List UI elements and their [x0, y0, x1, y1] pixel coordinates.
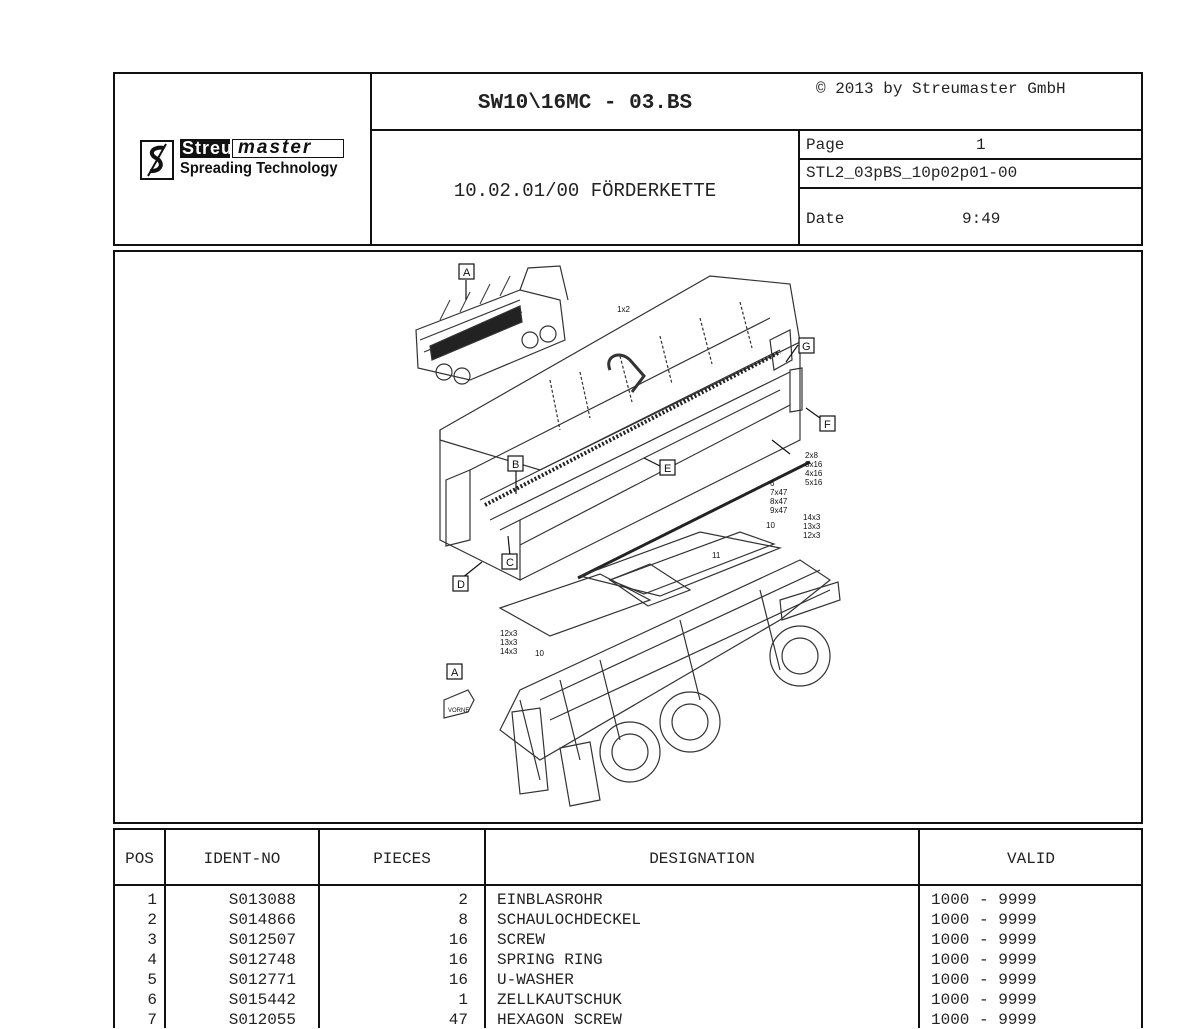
row-valid: 1000 - 9999 [931, 891, 1037, 909]
svg-text:14x3: 14x3 [803, 513, 821, 522]
header-rule [113, 884, 1143, 886]
svg-text:G: G [802, 341, 811, 353]
row-pos: 6 [147, 991, 157, 1009]
divider [798, 187, 1143, 189]
row-designation: EINBLASROHR [497, 891, 603, 909]
row-pos: 4 [147, 951, 157, 969]
svg-text:12x3: 12x3 [803, 531, 821, 540]
row-designation: SCHAULOCHDECKEL [497, 911, 642, 929]
copyright: © 2013 by Streumaster GmbH [816, 80, 1066, 98]
svg-text:1x2: 1x2 [617, 305, 630, 314]
logo-brand-right: master [238, 137, 313, 158]
row-pieces: 2 [458, 891, 468, 909]
row-pieces: 16 [448, 951, 468, 969]
sealing-strip [578, 462, 810, 594]
row-valid: 1000 - 9999 [931, 911, 1037, 929]
row-ident: S013088 [228, 891, 296, 909]
row-ident: S015442 [228, 991, 296, 1009]
row-ident: S012748 [228, 951, 296, 969]
page-label: Page [806, 136, 845, 154]
svg-text:11: 11 [712, 551, 721, 560]
logo-tagline: Spreading Technology [180, 160, 338, 177]
divider [370, 129, 1143, 131]
row-valid: 1000 - 9999 [931, 1011, 1037, 1029]
divider [798, 158, 1143, 160]
callout-text: A [463, 267, 471, 279]
row-pieces: 16 [448, 931, 468, 949]
col-header-designation: DESIGNATION [649, 850, 755, 868]
truck-overview-icon [416, 266, 568, 384]
row-designation: SPRING RING [497, 951, 603, 969]
row-pos: 7 [147, 1011, 157, 1029]
svg-text:10: 10 [535, 649, 544, 658]
callout-g [799, 338, 814, 353]
svg-text:D: D [457, 579, 465, 591]
row-pos: 3 [147, 931, 157, 949]
col-header-ident: IDENT-NO [203, 850, 281, 868]
row-designation: SCREW [497, 931, 546, 949]
drawing-number: SW10\16MC - 03.BS [477, 92, 693, 115]
svg-text:VORNE: VORNE [448, 708, 470, 714]
file-reference: STL2_03pBS_10p02p01-00 [806, 164, 1018, 182]
callout-a-top [459, 264, 474, 279]
exploded-view-drawing [115, 252, 1141, 822]
row-ident: S012507 [228, 931, 296, 949]
svg-text:E: E [664, 463, 672, 475]
callout-b [508, 456, 523, 471]
callout-e [660, 460, 675, 475]
logo-mark-icon [140, 140, 174, 180]
row-valid: 1000 - 9999 [931, 971, 1037, 989]
date-label: Date [806, 210, 845, 228]
col-header-pos: POS [125, 850, 154, 868]
row-valid: 1000 - 9999 [931, 931, 1037, 949]
svg-text:A: A [451, 667, 459, 679]
row-ident: S012771 [228, 971, 296, 989]
row-ident: S014866 [228, 911, 296, 929]
col-header-valid: VALID [1006, 850, 1055, 868]
svg-text:13x3: 13x3 [500, 638, 518, 647]
page-value: 1 [976, 136, 986, 154]
svg-text:3x16: 3x16 [805, 460, 823, 469]
svg-text:6: 6 [770, 479, 775, 488]
svg-text:4x16: 4x16 [805, 469, 823, 478]
row-pieces: 1 [458, 991, 468, 1009]
chassis-frame [500, 560, 840, 806]
callout-f [820, 416, 835, 431]
svg-text:13x3: 13x3 [803, 522, 821, 531]
page-title: 10.02.01/00 FÖRDERKETTE [453, 180, 717, 202]
svg-text:5x16: 5x16 [805, 478, 823, 487]
row-pieces: 16 [448, 971, 468, 989]
row-pos: 5 [147, 971, 157, 989]
date-value: 9:49 [962, 210, 1001, 228]
row-designation: HEXAGON SCREW [497, 1011, 622, 1029]
col-header-pieces: PIECES [373, 850, 431, 868]
svg-text:2x8: 2x8 [805, 451, 818, 460]
svg-text:12x3: 12x3 [500, 629, 518, 638]
logo-brand-left: Streu [182, 138, 234, 158]
row-valid: 1000 - 9999 [931, 951, 1037, 969]
svg-text:B: B [512, 459, 520, 471]
svg-text:9x47: 9x47 [770, 506, 788, 515]
svg-text:14x3: 14x3 [500, 647, 518, 656]
row-valid: 1000 - 9999 [931, 991, 1037, 1009]
callout-c [502, 554, 517, 569]
row-designation: ZELLKAUTSCHUK [497, 991, 622, 1009]
row-pieces: 8 [458, 911, 468, 929]
row-pos: 1 [147, 891, 157, 909]
row-pieces: 47 [448, 1011, 468, 1029]
svg-text:F: F [824, 419, 831, 431]
svg-text:10: 10 [766, 521, 775, 530]
row-pos: 2 [147, 911, 157, 929]
row-ident: S012055 [228, 1011, 296, 1029]
callout-a-bottom [447, 664, 462, 679]
svg-text:C: C [506, 557, 514, 569]
svg-text:8x47: 8x47 [770, 497, 788, 506]
company-logo [140, 138, 355, 182]
callout-d [453, 576, 468, 591]
svg-text:7x47: 7x47 [770, 488, 788, 497]
row-designation: U-WASHER [497, 971, 574, 989]
